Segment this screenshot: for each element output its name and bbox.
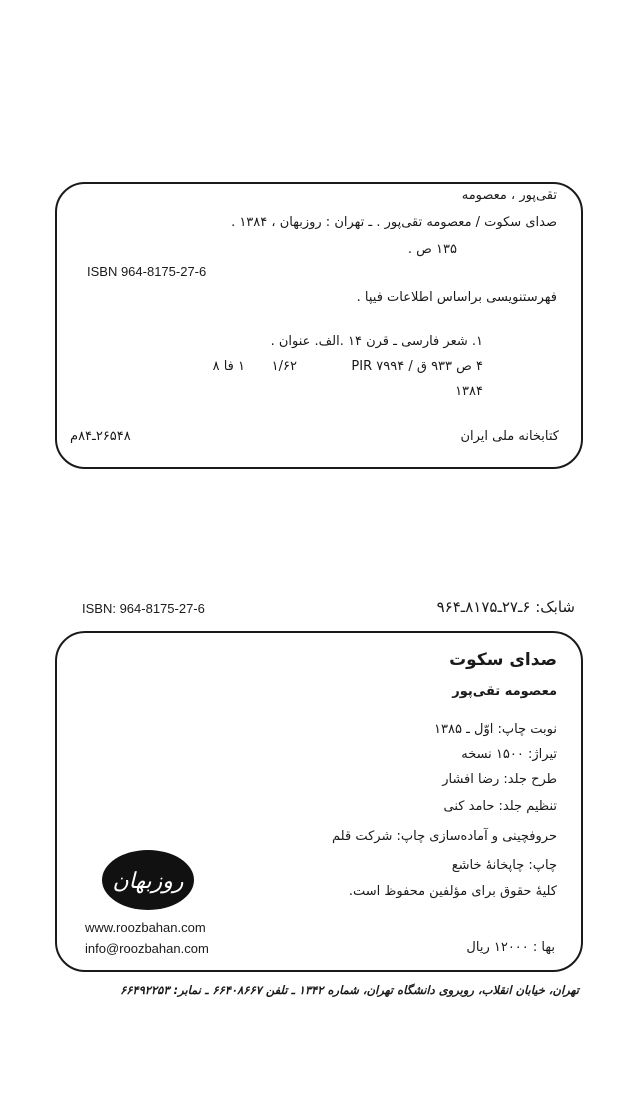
rights: کلیهٔ حقوق برای مؤلفین محفوظ است.	[348, 884, 557, 899]
edition: نوبت چاپ: اوّل ـ ۱۳۸۵	[434, 722, 557, 737]
cover-design: طرح جلد: رضا افشار	[442, 772, 557, 787]
cip-isbn: ISBN 964-8175-27-6	[87, 264, 207, 279]
printing: چاپ: چاپخانهٔ خاشع	[451, 858, 557, 873]
cip-record-no: ۲۶۵۴۸ـ۸۴م	[70, 429, 131, 444]
shabak-fa: شابک: ۶ـ۲۷ـ۸۱۷۵ـ۹۶۴	[436, 598, 575, 616]
publisher-logo-icon	[100, 848, 196, 912]
cip-title-line: صدای سکوت / معصومه تقی‌پور . ـ تهران : روزبهان ، ۱۳۸۴ .	[231, 215, 557, 230]
cip-library: کتابخانه ملی ایران	[460, 429, 559, 444]
cover-layout: تنظیم جلد: حامد کنی	[443, 799, 557, 814]
cip-fipa: فهرستنویسی براساس اطلاعات فیپا .	[356, 290, 557, 305]
circulation: تیراژ: ۱۵۰۰ نسخه	[461, 747, 557, 762]
cip-author: تقی‌پور ، معصومه	[461, 188, 557, 203]
cip-class-b: ۱/۶۲	[271, 359, 297, 374]
book-author: معصومه تقی‌پور	[452, 684, 557, 699]
email-link[interactable]: info@roozbahan.com	[85, 941, 209, 956]
cip-year: ۱۳۸۴	[455, 384, 483, 399]
typesetting: حروفچینی و آماده‌سازی چاپ: شرکت قلم	[332, 829, 557, 844]
book-title: صدای سکوت	[449, 650, 557, 670]
cip-pages: ۱۳۵ ص .	[407, 242, 457, 257]
cip-subject: ۱. شعر فارسی ـ قرن ۱۴ .الف. عنوان .	[270, 334, 483, 349]
logo-text: روزبهان	[112, 869, 184, 894]
price: بها : ۱۲۰۰۰ ریال	[466, 940, 555, 955]
website-link[interactable]: www.roozbahan.com	[85, 920, 206, 935]
publisher-address: تهران، خیابان انقلاب، روبروی دانشگاه تهران، شماره ۱۳۴۲ ـ تلفن ۶۶۴۰۸۶۶۷ ـ نمابر: ۶۶۴۹۲۲۵۳	[120, 983, 579, 997]
cip-class-c: ۱ فا ۸	[212, 359, 245, 374]
isbn-en: ISBN: 964-8175-27-6	[82, 601, 205, 616]
cip-class-a: ۴ ص ۹۳۳ ق / PIR ۷۹۹۴	[351, 359, 483, 374]
